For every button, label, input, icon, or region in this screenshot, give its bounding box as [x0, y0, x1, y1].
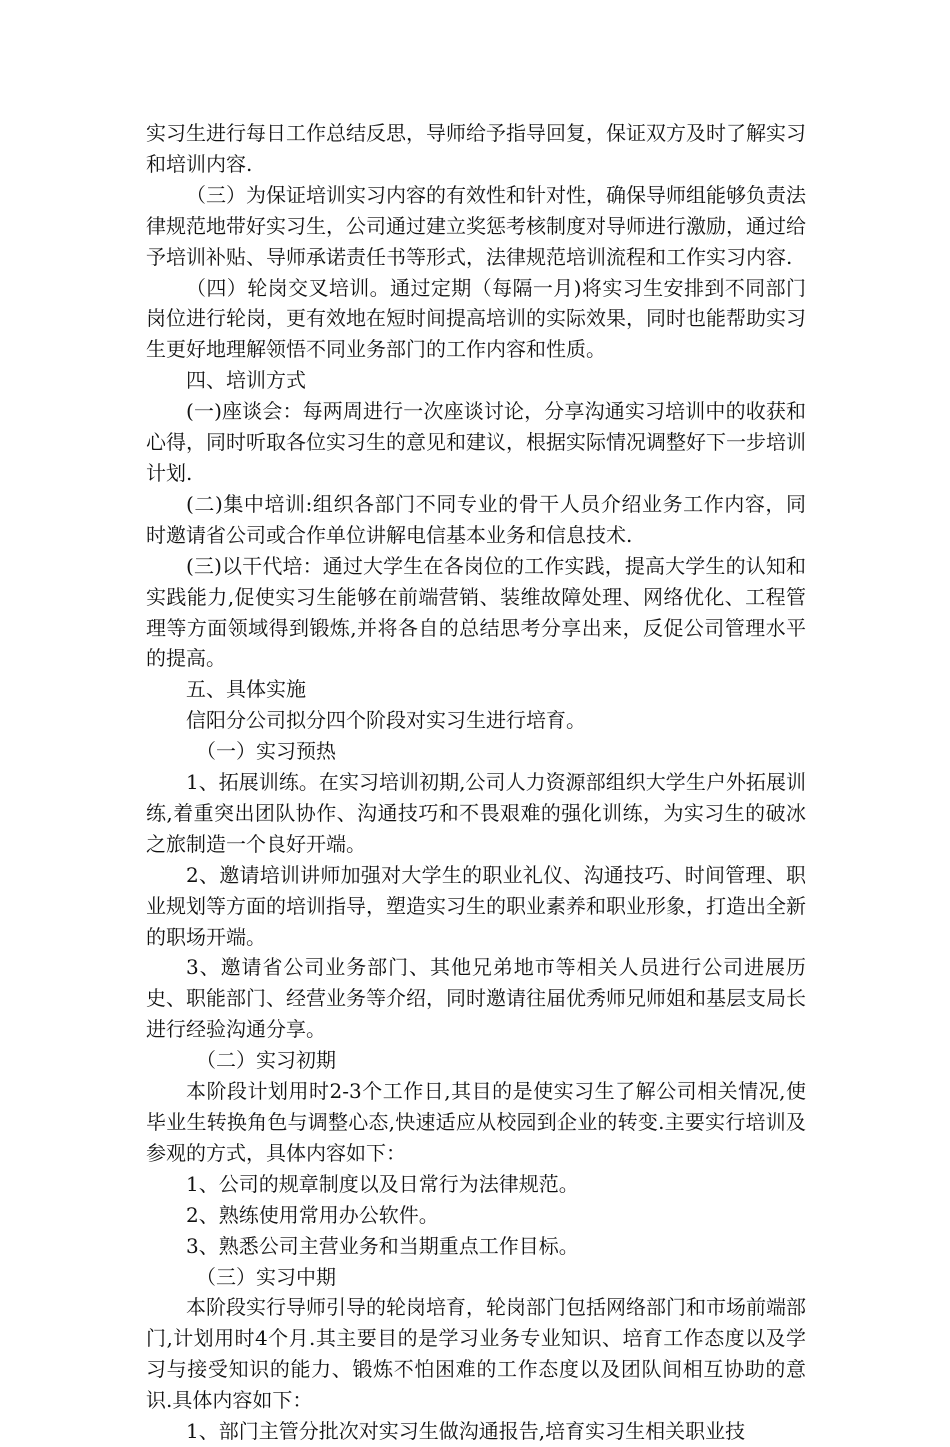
list-item-main-business: 3、熟悉公司主营业务和当期重点工作目标。 [186, 1233, 579, 1258]
paragraph-seminar: (一)座谈会：每两周进行一次座谈讨论，分享沟通实习培训中的收获和心得，同时听取各位实习生的意见和建议，根据实际情况调整好下一步培训计划. [146, 399, 806, 485]
paragraph-rotation-training: （四）轮岗交叉培训。通过定期（每隔一月)将实习生安排到不同部门岗位进行轮岗，更有效地在短时间提高培训的实际效果，同时也能帮助实习生更好地理解领悟不同业务部门的工作内容和性质。 [146, 275, 806, 362]
subheading-preheat: （一）实习预热 [196, 739, 336, 764]
list-item-department-reports: 1、部门主管分批次对实习生做沟通报告,培育实习生相关职业技 [186, 1419, 746, 1444]
paragraph-work-as-training: (三)以干代培：通过大学生在各岗位的工作实践，提高大学生的认知和实践能力,促使实习生能够在前端营销、装维故障处理、网络优化、工程管理等方面领域得到锻炼,并将各自的总结思考分享出来，反促公司管理水平的提高。 [146, 553, 806, 671]
subheading-early-stage: （二）实习初期 [196, 1048, 336, 1073]
paragraph-centralized-training: (二)集中培训:组织各部门不同专业的骨干人员介绍业务工作内容，同时邀请省公司或合作单位讲解电信基本业务和信息技术. [146, 491, 806, 547]
paragraph-four-stages: 信阳分公司拟分四个阶段对实习生进行培育。 [186, 708, 586, 733]
paragraph-mentor-incentive: （三）为保证培训实习内容的有效性和针对性，确保导师组能够负责法律规范地带好实习生，公司通过建立奖惩考核制度对导师进行激励，通过给予培训补贴、导师承诺责任书等形式，法律规范培训流程和工作实习内容. [146, 182, 806, 269]
heading-training-methods: 四、培训方式 [186, 368, 306, 393]
list-item-expansion-training: 1、拓展训练。在实习培训初期,公司人力资源部组织大学生户外拓展训练,着重突出团队协作、沟通技巧和不畏艰难的强化训练，为实习生的破冰之旅制造一个良好开端。 [146, 770, 806, 856]
list-item-invite-lecturers: 2、邀请培训讲师加强对大学生的职业礼仪、沟通技巧、时间管理、职业规划等方面的培训指导，塑造实习生的职业素养和职业形象，打造出全新的职场开端。 [146, 862, 806, 949]
subheading-mid-stage: （三）实习中期 [196, 1264, 336, 1289]
list-item-rules: 1、公司的规章制度以及日常行为法律规范。 [186, 1171, 579, 1196]
list-item-office-software: 2、熟练使用常用办公软件。 [186, 1202, 439, 1227]
paragraph-early-stage-plan: 本阶段计划用时2-3个工作日,其目的是使实习生了解公司相关情况,使毕业生转换角色与调整心态,快速适应从校园到企业的转变.主要实行培训及参观的方式，具体内容如下： [146, 1079, 806, 1165]
heading-implementation: 五、具体实施 [186, 677, 306, 702]
paragraph-daily-summary: 实习生进行每日工作总结反思，导师给予指导回复，保证双方及时了解实习和培训内容. [146, 121, 806, 176]
document-body [146, 118, 806, 1447]
list-item-invite-departments: 3、邀请省公司业务部门、其他兄弟地市等相关人员进行公司进展历史、职能部门、经营业务等介绍，同时邀请往届优秀师兄师姐和基层支局长进行经验沟通分享。 [146, 955, 806, 1042]
paragraph-mid-stage-plan: 本阶段实行导师引导的轮岗培育，轮岗部门包括网络部门和市场前端部门,计划用时4个月.其主要目的是学习业务专业知识、培育工作态度以及学习与接受知识的能力、锻炼不怕困难的工作态度以及团队间相互协助的意识.具体内容如下： [146, 1295, 806, 1413]
